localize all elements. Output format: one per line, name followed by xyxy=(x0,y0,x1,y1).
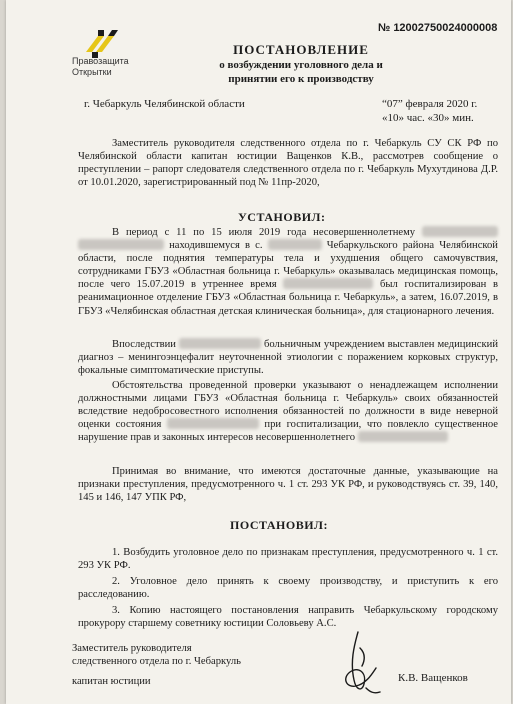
p1-part-d: был госпитализирован в реанимационное отделение ГБУЗ «Областная больница г. Чебаркуль», а затем, 16.07.2019, в ГБУЗ «Челябинская областная детская клиническая больница», для стационарного лечения. xyxy=(78,279,499,317)
p3-part-a: Обстоятельства проведенной проверки указывают о ненадлежащем исполнении должностными лицами ГБУЗ «Областная больница г. Чебаркуль» своих обязанностей вследствие недобросовестного исполнения обязанностей по должности в виде неверной оценки состояния xyxy=(78,380,498,431)
p1-part-c: Чебаркульского района Челябинской области, после поднятия температуры тела и ухудшения общего самочувствия, сотрудниками ГБУЗ «Областная больница г. Чебаркуль» оказывалась медицинская помощь, после чего 15.07.2019 в утреннее время xyxy=(78,240,498,291)
document-page xyxy=(6,0,511,704)
heading-established: УСТАНОВИЛ: xyxy=(238,210,326,224)
handwritten-signature xyxy=(336,628,384,698)
redacted-name xyxy=(422,226,498,237)
place-line: г. Чебаркуль Челябинской области xyxy=(84,98,245,110)
redacted-name xyxy=(179,338,261,349)
redacted-village xyxy=(268,239,322,250)
intro-paragraph: Заместитель руководителя следственного отдела по г. Чебаркуль СУ СК РФ по Челябинской области капитан юстиции Ващенков К.В., рассмотрев сообщение о преступлении – рапорт следователя следственного отдела по г. Чебаркуль Мухутдинова Д.Р. от 10.01.2020, зарегистрированный под № 11пр-2020, xyxy=(78,138,498,189)
redacted-name xyxy=(283,278,373,289)
p1-part-b: находившемуся в с. xyxy=(169,240,263,252)
document-subtitle: о возбуждении уголовного дела и принятии его к производству xyxy=(219,59,383,85)
date-line: “07” февраля 2020 г. xyxy=(382,98,478,110)
org-name-line1: Правозащита xyxy=(72,56,129,66)
document-number: № 12002750024000008 xyxy=(378,22,498,34)
redacted-name xyxy=(78,239,164,250)
signer-position xyxy=(72,642,241,668)
p2-part-b: больничным учреждением выставлен медицинский диагноз – менингоэнцефалит неуточненной этиологии с поражением корковых структур, фокальные симптоматические приступы. xyxy=(78,339,498,377)
paragraph-findings xyxy=(78,379,498,444)
signer-position-line2: следственного отдела по г. Чебаркуль xyxy=(72,656,241,667)
signer-rank: капитан юстиции xyxy=(72,676,151,687)
paragraph-circumstances xyxy=(78,226,498,318)
decision-item-3: 3. Копию настоящего постановления направить Чебаркульскому городскому прокурору старшему советнику юстиции Соловьеву А.С. xyxy=(78,605,498,630)
decision-item-1: 1. Возбудить уголовное дело по признакам преступления, предусмотренного ч. 1 ст. 293 УК РФ. xyxy=(78,547,498,572)
time-line: «10» час. «30» мин. xyxy=(382,112,474,124)
paragraph-grounds: Принимая во внимание, что имеются достаточные данные, указывающие на признаки преступления, предусмотренного ч. 1 ст. 293 УК РФ, и руководствуясь ст. 39, 140, 145 и 146, 147 УПК РФ, xyxy=(78,466,498,504)
redacted-name xyxy=(167,418,259,429)
paragraph-diagnosis xyxy=(78,338,498,377)
p2-part-a: Впоследствии xyxy=(112,339,176,350)
document-title: ПОСТАНОВЛЕНИЕ xyxy=(233,42,369,57)
signer-position-line1: Заместитель руководителя xyxy=(72,643,192,654)
p3-part-b: при госпитализации, что повлекло существенное нарушение прав и законных интересов несовершеннолетнего xyxy=(78,419,499,444)
heading-decided: ПОСТАНОВИЛ: xyxy=(230,518,328,532)
org-name xyxy=(72,56,129,78)
signer-name: К.В. Ващенков xyxy=(398,672,468,684)
p1-part-a: В период с 11 по 15 июля 2019 года несовершеннолетнему xyxy=(112,227,416,238)
redacted-name xyxy=(358,431,448,442)
decision-item-2: 2. Уголовное дело принять к своему производству, и приступить к его расследованию. xyxy=(78,576,498,601)
org-name-line2: Открытки xyxy=(72,67,112,77)
